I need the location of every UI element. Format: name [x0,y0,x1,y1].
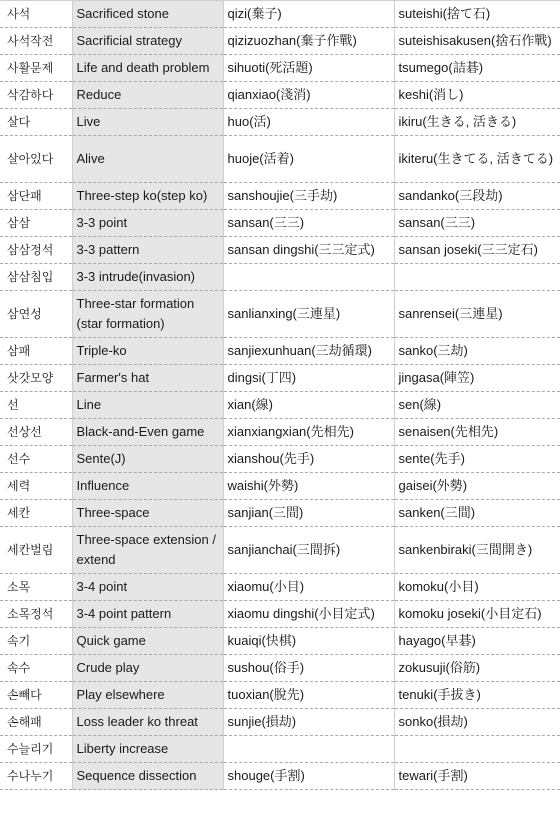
japanese-term-cell: sankenbiraki(三間開き) [394,527,560,574]
korean-term-cell: 삼삼정석 [0,237,72,264]
english-term-cell: 3-4 point pattern [72,601,223,628]
japanese-term-cell: ikiteru(生きてる, 活きてる) [394,136,560,183]
chinese-term-cell: xiaomu(小目) [223,574,394,601]
english-term-cell: 3-3 intrude(invasion) [72,264,223,291]
table-row [0,338,560,365]
english-term-cell: Crude play [72,655,223,682]
chinese-term-cell: qianxiao(淺消) [223,82,394,109]
korean-term-cell: 손빼다 [0,682,72,709]
english-term-cell: Three-space [72,500,223,527]
chinese-term-cell [223,736,394,763]
english-term-cell: 3-3 point [72,210,223,237]
english-term-cell: Life and death problem [72,55,223,82]
japanese-term-cell: komoku(小目) [394,574,560,601]
chinese-term-cell: sanjian(三間) [223,500,394,527]
chinese-term-cell: xiaomu dingshi(小目定式) [223,601,394,628]
table-row [0,709,560,736]
korean-term-cell: 사석작전 [0,28,72,55]
table-row [0,500,560,527]
chinese-term-cell: sushou(俗手) [223,655,394,682]
korean-term-cell: 세력 [0,473,72,500]
english-term-cell: Quick game [72,628,223,655]
chinese-term-cell: kuaiqi(快棋) [223,628,394,655]
english-term-cell: Three-step ko(step ko) [72,183,223,210]
chinese-term-cell: huoje(活着) [223,136,394,183]
english-term-cell: Sacrificed stone [72,1,223,28]
table-row [0,82,560,109]
chinese-term-cell: sanlianxing(三連星) [223,291,394,338]
chinese-term-cell: xianshou(先手) [223,446,394,473]
table-row [0,527,560,574]
table-row [0,601,560,628]
english-term-cell: Play elsewhere [72,682,223,709]
table-row [0,736,560,763]
korean-term-cell: 수나누기 [0,763,72,790]
chinese-term-cell [223,264,394,291]
japanese-term-cell: tsumego(詰碁) [394,55,560,82]
chinese-term-cell: tuoxian(脫先) [223,682,394,709]
korean-term-cell: 삼삼침입 [0,264,72,291]
table-row [0,264,560,291]
table-row [0,392,560,419]
chinese-term-cell: sihuoti(死活題) [223,55,394,82]
japanese-term-cell [394,264,560,291]
table-row [0,237,560,264]
japanese-term-cell: sanko(三劫) [394,338,560,365]
korean-term-cell: 삭감하다 [0,82,72,109]
korean-term-cell: 세칸벌림 [0,527,72,574]
table-row [0,628,560,655]
korean-term-cell: 선상선 [0,419,72,446]
english-term-cell: Three-star formation (star formation) [72,291,223,338]
japanese-term-cell: sandanko(三段劫) [394,183,560,210]
korean-term-cell: 살다 [0,109,72,136]
japanese-term-cell: sansan joseki(三三定石) [394,237,560,264]
chinese-term-cell: huo(活) [223,109,394,136]
japanese-term-cell: sente(先手) [394,446,560,473]
japanese-term-cell: gaisei(外勢) [394,473,560,500]
english-term-cell: 3-3 pattern [72,237,223,264]
japanese-term-cell: keshi(消し) [394,82,560,109]
table-row [0,682,560,709]
japanese-term-cell: hayago(早碁) [394,628,560,655]
table-row [0,136,560,183]
chinese-term-cell: qizi(棄子) [223,1,394,28]
chinese-term-cell: sanjiexunhuan(三劫循環) [223,338,394,365]
korean-term-cell: 선 [0,392,72,419]
japanese-term-cell: tenuki(手拔き) [394,682,560,709]
table-row [0,655,560,682]
table-row [0,1,560,28]
japanese-term-cell [394,736,560,763]
korean-term-cell: 속기 [0,628,72,655]
chinese-term-cell: shouge(手割) [223,763,394,790]
table-row [0,109,560,136]
korean-term-cell: 사석 [0,1,72,28]
english-term-cell: Farmer's hat [72,365,223,392]
english-term-cell: Influence [72,473,223,500]
japanese-term-cell: jingasa(陣笠) [394,365,560,392]
english-term-cell: Alive [72,136,223,183]
korean-term-cell: 속수 [0,655,72,682]
korean-term-cell: 선수 [0,446,72,473]
korean-term-cell: 삼패 [0,338,72,365]
japanese-term-cell: sen(線) [394,392,560,419]
korean-term-cell: 손해패 [0,709,72,736]
japanese-term-cell: komoku joseki(小目定石) [394,601,560,628]
korean-term-cell: 삼연성 [0,291,72,338]
english-term-cell: Loss leader ko threat [72,709,223,736]
japanese-term-cell: sonko(損劫) [394,709,560,736]
japanese-term-cell: zokusuji(俗筋) [394,655,560,682]
chinese-term-cell: xian(線) [223,392,394,419]
chinese-term-cell: sansan dingshi(三三定式) [223,237,394,264]
table-row [0,183,560,210]
japanese-term-cell: ikiru(生きる, 活きる) [394,109,560,136]
english-term-cell: Black-and-Even game [72,419,223,446]
english-term-cell: Triple-ko [72,338,223,365]
japanese-term-cell: senaisen(先相先) [394,419,560,446]
korean-term-cell: 소목 [0,574,72,601]
japanese-term-cell: sansan(三三) [394,210,560,237]
table-row [0,763,560,790]
chinese-term-cell: qizizuozhan(棄子作戰) [223,28,394,55]
japanese-term-cell: sanken(三間) [394,500,560,527]
english-term-cell: Sequence dissection [72,763,223,790]
glossary-body [0,1,560,790]
english-term-cell: 3-4 point [72,574,223,601]
english-term-cell: Sacrificial strategy [72,28,223,55]
table-row [0,210,560,237]
english-term-cell: Liberty increase [72,736,223,763]
japanese-term-cell: suteishisakusen(捨石作戰) [394,28,560,55]
table-row [0,55,560,82]
chinese-term-cell: waishi(外勢) [223,473,394,500]
table-row [0,446,560,473]
table-row [0,28,560,55]
english-term-cell: Line [72,392,223,419]
chinese-term-cell: sunjie(損劫) [223,709,394,736]
korean-term-cell: 삼삼 [0,210,72,237]
korean-term-cell: 소목정석 [0,601,72,628]
korean-term-cell: 살아있다 [0,136,72,183]
chinese-term-cell: sanshoujie(三手劫) [223,183,394,210]
english-term-cell: Three-space extension / extend [72,527,223,574]
table-row [0,419,560,446]
table-row [0,365,560,392]
english-term-cell: Reduce [72,82,223,109]
chinese-term-cell: dingsi(丁四) [223,365,394,392]
japanese-term-cell: suteishi(捨て石) [394,1,560,28]
japanese-term-cell: sanrensei(三連星) [394,291,560,338]
korean-term-cell: 사활문제 [0,55,72,82]
korean-term-cell: 삼단패 [0,183,72,210]
korean-term-cell: 세칸 [0,500,72,527]
japanese-term-cell: tewari(手割) [394,763,560,790]
english-term-cell: Sente(J) [72,446,223,473]
korean-term-cell: 삿갓모양 [0,365,72,392]
chinese-term-cell: xianxiangxian(先相先) [223,419,394,446]
chinese-term-cell: sanjianchai(三間拆) [223,527,394,574]
korean-term-cell: 수늘리기 [0,736,72,763]
table-row [0,574,560,601]
english-term-cell: Live [72,109,223,136]
table-row [0,473,560,500]
table-row [0,291,560,338]
chinese-term-cell: sansan(三三) [223,210,394,237]
